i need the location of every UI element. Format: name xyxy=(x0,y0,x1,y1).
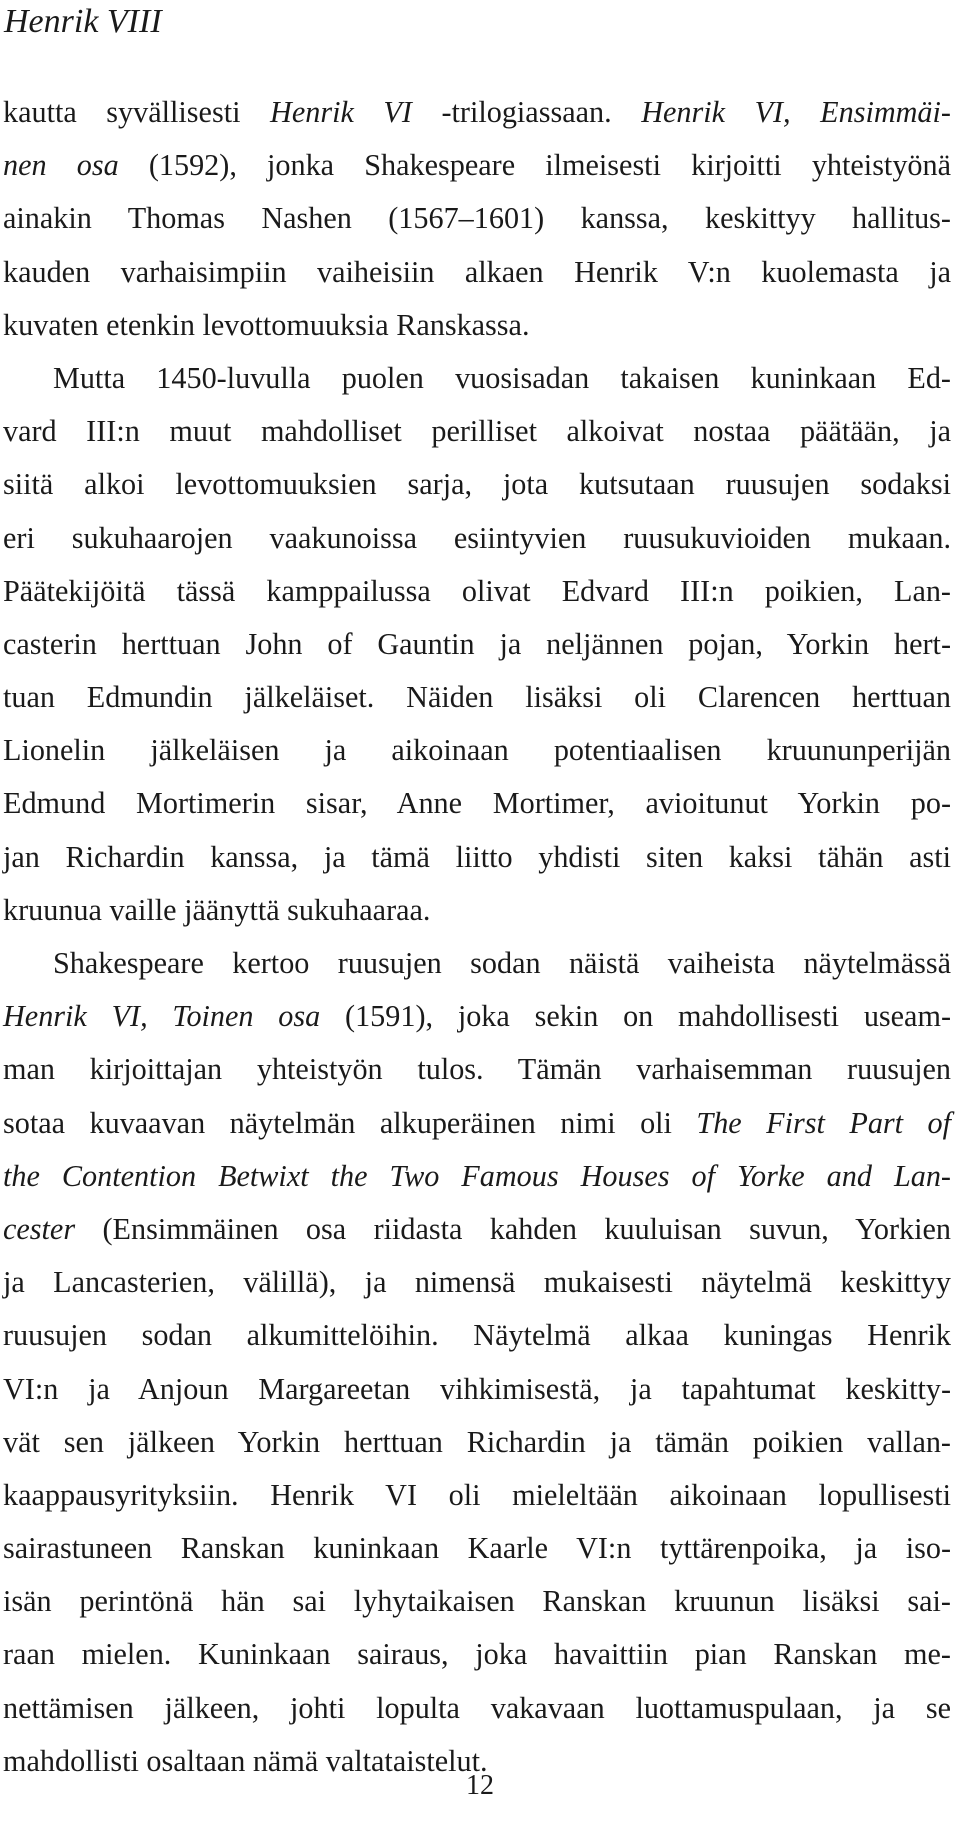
text-line xyxy=(3,671,951,724)
italic-title-text: cester xyxy=(3,1211,76,1246)
text-line xyxy=(3,1203,951,1256)
text-line xyxy=(3,1256,951,1309)
text-segment: Shakespeare kertoo ruusujen sodan näistä vaiheista näytelmässä xyxy=(53,946,951,980)
text-segment: isän perintönä hän sai lyhytaikaisen Ranskan kruunun lisäksi sai- xyxy=(3,1584,951,1619)
text-segment: tuan Edmundin jälkeläiset. Näiden lisäksi oli Clarencen herttuan xyxy=(3,680,951,715)
text-segment: raan mielen. Kuninkaan sairaus, joka havaittiin pian Ranskan me- xyxy=(3,1637,951,1672)
text-segment: kaappausyrityksiin. Henrik VI oli mieleltään aikoinaan lopullisesti xyxy=(3,1477,951,1512)
text-line xyxy=(3,299,951,352)
text-line xyxy=(3,458,951,511)
text-segment: sotaa kuvaavan näytelmän alkuperäinen nimi oli xyxy=(3,1105,697,1140)
text-line xyxy=(3,990,951,1043)
text-line xyxy=(3,1575,951,1628)
text-segment: Mutta 1450-luvulla puolen vuosisadan takaisen kuninkaan Ed- xyxy=(53,360,951,395)
text-segment: eri sukuhaarojen vaakunoissa esiintyvien ruusukuvioiden mukaan. xyxy=(3,520,951,555)
italic-title-text: nen osa xyxy=(3,148,119,183)
running-head: Henrik VIII xyxy=(4,3,162,40)
text-line xyxy=(3,1416,951,1469)
text-segment: jan Richardin kanssa, ja tämä liitto yhdisti siten kaksi tähän asti xyxy=(3,839,951,874)
text-segment: ainakin Thomas Nashen (1567–1601) kanssa, keskittyy hallitus- xyxy=(3,201,951,236)
italic-title-text: Henrik VI, Toinen osa xyxy=(3,999,321,1034)
text-line xyxy=(3,512,951,565)
text-segment: ruusujen sodan alkumittelöihin. Näytelmä alkaa kuningas Henrik xyxy=(3,1318,951,1353)
body-text xyxy=(3,86,951,1788)
text-line xyxy=(3,618,951,671)
text-line xyxy=(3,565,951,618)
text-line xyxy=(3,192,951,245)
text-line xyxy=(3,724,951,777)
text-segment: VI:n ja Anjoun Margareetan vihkimisestä, ja tapahtumat keskitty- xyxy=(3,1371,951,1406)
page-number: 12 xyxy=(466,1770,494,1801)
text-segment: ja Lancasterien, välillä), ja nimensä mukaisesti näytelmä keskittyy xyxy=(3,1265,951,1300)
text-line xyxy=(3,139,951,192)
text-line xyxy=(3,884,951,937)
text-segment: kautta syvällisesti xyxy=(3,95,271,129)
italic-title-text: Henrik VI, Ensimmäi- xyxy=(641,95,951,129)
text-segment: vät sen jälkeen Yorkin herttuan Richardin ja tämän poikien vallan- xyxy=(3,1424,951,1459)
text-segment: nettämisen jälkeen, johti lopulta vakavaan luottamuspulaan, ja se xyxy=(3,1690,951,1725)
text-segment: mahdollisti osaltaan nämä valtataistelut. xyxy=(3,1743,488,1778)
text-segment: Edmund Mortimerin sisar, Anne Mortimer, avioitunut Yorkin po- xyxy=(3,786,951,821)
italic-title-text: Henrik VI xyxy=(270,95,412,129)
text-segment: vard III:n muut mahdolliset perilliset alkoivat nostaa päätään, ja xyxy=(3,414,951,449)
text-line xyxy=(3,1309,951,1362)
text-line xyxy=(3,246,951,299)
text-line xyxy=(3,1469,951,1522)
text-line xyxy=(3,405,951,458)
text-segment: (1591), joka sekin on mahdollisesti useam- xyxy=(320,999,951,1034)
text-segment: siitä alkoi levottomuuksien sarja, jota kutsutaan ruusujen sodaksi xyxy=(3,467,951,502)
text-segment: (Ensimmäinen osa riidasta kahden kuuluisan suvun, Yorkien xyxy=(75,1211,951,1246)
text-line xyxy=(3,1522,951,1575)
text-segment: casterin herttuan John of Gauntin ja neljännen pojan, Yorkin hert- xyxy=(3,626,951,661)
text-line xyxy=(3,1043,951,1096)
text-segment: -trilogiassaan. xyxy=(411,95,642,129)
text-line xyxy=(3,352,951,405)
text-segment: Lionelin jälkeläisen ja aikoinaan potentiaalisen kruununperijän xyxy=(3,733,951,768)
text-segment: (1592), jonka Shakespeare ilmeisesti kirjoitti yhteistyönä xyxy=(118,148,952,183)
text-line xyxy=(3,831,951,884)
text-line xyxy=(3,777,951,830)
text-line xyxy=(3,1682,951,1735)
italic-title-text: The First Part of xyxy=(696,1105,952,1140)
italic-title-text: the Contention Betwixt the Two Famous Houses of Yorke and Lan- xyxy=(3,1158,951,1193)
text-line xyxy=(3,1363,951,1416)
text-line xyxy=(3,86,951,139)
text-line xyxy=(3,1150,951,1203)
text-line xyxy=(3,1097,951,1150)
text-segment: kruunua vaille jäänyttä sukuhaaraa. xyxy=(3,892,431,927)
text-segment: kuvaten etenkin levottomuuksia Ranskassa. xyxy=(3,307,530,342)
text-segment: man kirjoittajan yhteistyön tulos. Tämän varhaisemman ruusujen xyxy=(3,1052,951,1087)
text-segment: kauden varhaisimpiin vaiheisiin alkaen Henrik V:n kuolemasta ja xyxy=(3,254,951,289)
text-segment: Päätekijöitä tässä kamppailussa olivat Edvard III:n poikien, Lan- xyxy=(3,573,951,608)
text-segment: sairastuneen Ranskan kuninkaan Kaarle VI:n tyttärenpoika, ja iso- xyxy=(3,1531,951,1566)
text-line xyxy=(3,1628,951,1681)
text-line xyxy=(3,937,951,990)
